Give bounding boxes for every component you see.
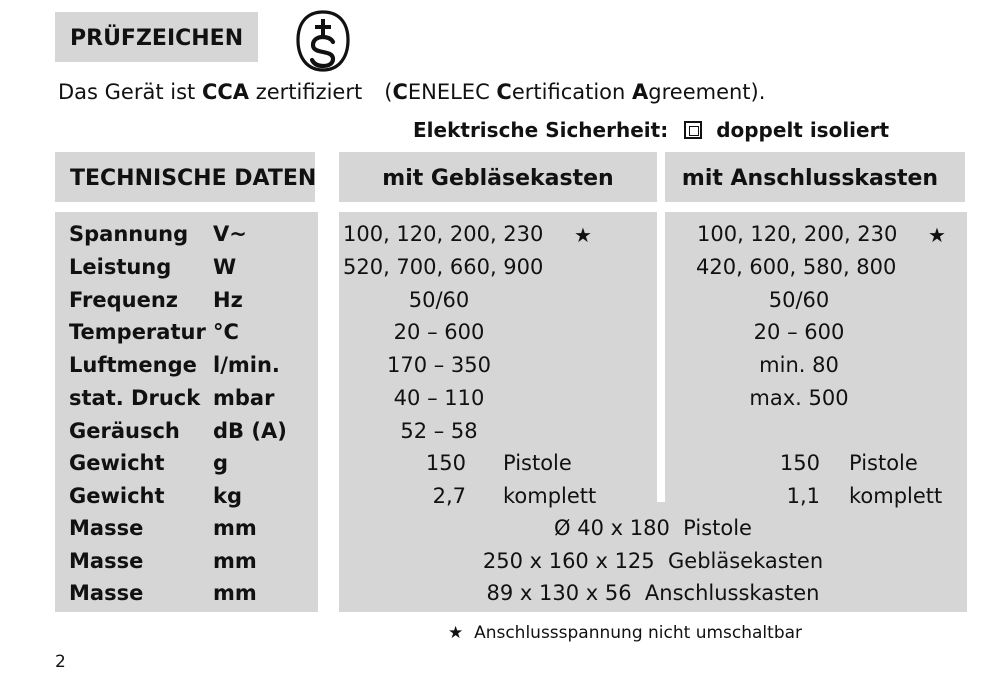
ans-value: 20 – 600 xyxy=(753,320,845,344)
row-label: Temperatur xyxy=(69,320,206,344)
geb-value: 50/60 xyxy=(408,288,470,312)
row-unit: g xyxy=(213,451,229,475)
row-unit: W xyxy=(213,255,237,279)
certification-statement xyxy=(58,80,765,104)
ans-weight-text: komplett xyxy=(849,484,943,508)
ans-value: 50/60 xyxy=(768,288,830,312)
cert-w1: ENELEC xyxy=(407,80,497,104)
ans-value: max. 500 xyxy=(749,386,849,410)
header-geb-label: mit Gebläsekasten xyxy=(382,166,614,191)
geb-value: 100, 120, 200, 230 xyxy=(343,222,544,246)
cert-w3: greement). xyxy=(648,80,766,104)
row-label: Luftmenge xyxy=(69,353,197,377)
geb-weight-value: 150 xyxy=(425,451,466,475)
electrical-safety-line xyxy=(413,118,889,142)
row-unit: Hz xyxy=(213,288,243,312)
row-unit: dB (A) xyxy=(213,419,287,443)
header-mit-geblaesekasten xyxy=(339,152,657,202)
safety-value: doppelt isoliert xyxy=(716,118,890,142)
row-label: Masse xyxy=(69,516,144,540)
star-icon: ★ xyxy=(928,223,946,247)
header-tech-label: TECHNISCHE DATEN xyxy=(70,166,317,191)
row-unit: °C xyxy=(213,320,239,344)
footnote-text: Anschlussspannung nicht umschaltbar xyxy=(474,623,803,643)
row-label: stat. Druck xyxy=(69,386,201,410)
geb-weight-text: komplett xyxy=(503,484,597,508)
geb-weight-text: Pistole xyxy=(503,451,572,475)
dimension-value: Ø 40 x 180 Pistole xyxy=(554,516,752,540)
row-label: Leistung xyxy=(69,255,172,279)
row-unit: kg xyxy=(213,484,242,508)
geb-value: 40 – 110 xyxy=(393,386,485,410)
cert-c1: C xyxy=(392,80,408,104)
row-unit: mbar xyxy=(213,386,275,410)
safety-label: Elektrische Sicherheit: xyxy=(413,118,669,142)
double-insulation-icon xyxy=(684,121,702,139)
row-unit: V~ xyxy=(213,222,247,246)
row-label: Geräusch xyxy=(69,419,180,443)
ans-value: 420, 600, 580, 800 xyxy=(696,255,897,279)
header-ans-label: mit Anschlusskasten xyxy=(681,166,939,191)
cert-c2: C xyxy=(496,80,512,104)
geb-value: 520, 700, 660, 900 xyxy=(343,255,544,279)
row-label: Spannung xyxy=(69,222,189,246)
header-technische-daten xyxy=(55,152,315,202)
cert-open-paren: ( xyxy=(384,80,393,104)
row-unit: l/min. xyxy=(213,353,280,377)
geb-weight-value: 2,7 xyxy=(432,484,466,508)
ans-weight-value: 150 xyxy=(779,451,820,475)
cert-suffix: zertifiziert xyxy=(249,80,363,104)
row-label: Masse xyxy=(69,549,144,573)
dimension-value: 89 x 130 x 56 Anschlusskasten xyxy=(486,581,820,605)
row-label: Gewicht xyxy=(69,484,165,508)
page-number: 2 xyxy=(55,652,66,672)
s-mark-safety-logo xyxy=(296,10,350,72)
row-label: Frequenz xyxy=(69,288,178,312)
cert-prefix: Das Gerät ist xyxy=(58,80,202,104)
footnote xyxy=(448,623,802,643)
row-label: Gewicht xyxy=(69,451,165,475)
geb-value: 52 – 58 xyxy=(400,419,478,443)
ans-value: min. 80 xyxy=(759,353,839,377)
table-gap-fill xyxy=(657,508,665,512)
geb-value: 20 – 600 xyxy=(393,320,485,344)
star-icon: ★ xyxy=(574,223,592,247)
dimension-value: 250 x 160 x 125 Gebläsekasten xyxy=(482,549,824,573)
pruefzeichen-heading: PRÜFZEICHEN xyxy=(70,26,244,51)
row-unit: mm xyxy=(213,516,257,540)
footnote-star-icon: ★ xyxy=(448,623,464,643)
cert-cca: CCA xyxy=(201,80,250,104)
row-unit: mm xyxy=(213,581,257,605)
cert-w2: ertification xyxy=(511,80,633,104)
row-unit: mm xyxy=(213,549,257,573)
header-mit-anschlusskasten xyxy=(665,152,965,202)
geb-value: 170 – 350 xyxy=(386,353,491,377)
cert-c3: A xyxy=(632,80,649,104)
ans-value: 100, 120, 200, 230 xyxy=(697,222,898,246)
ans-weight-value: 1,1 xyxy=(786,484,820,508)
ans-weight-text: Pistole xyxy=(849,451,918,475)
row-label: Masse xyxy=(69,581,144,605)
